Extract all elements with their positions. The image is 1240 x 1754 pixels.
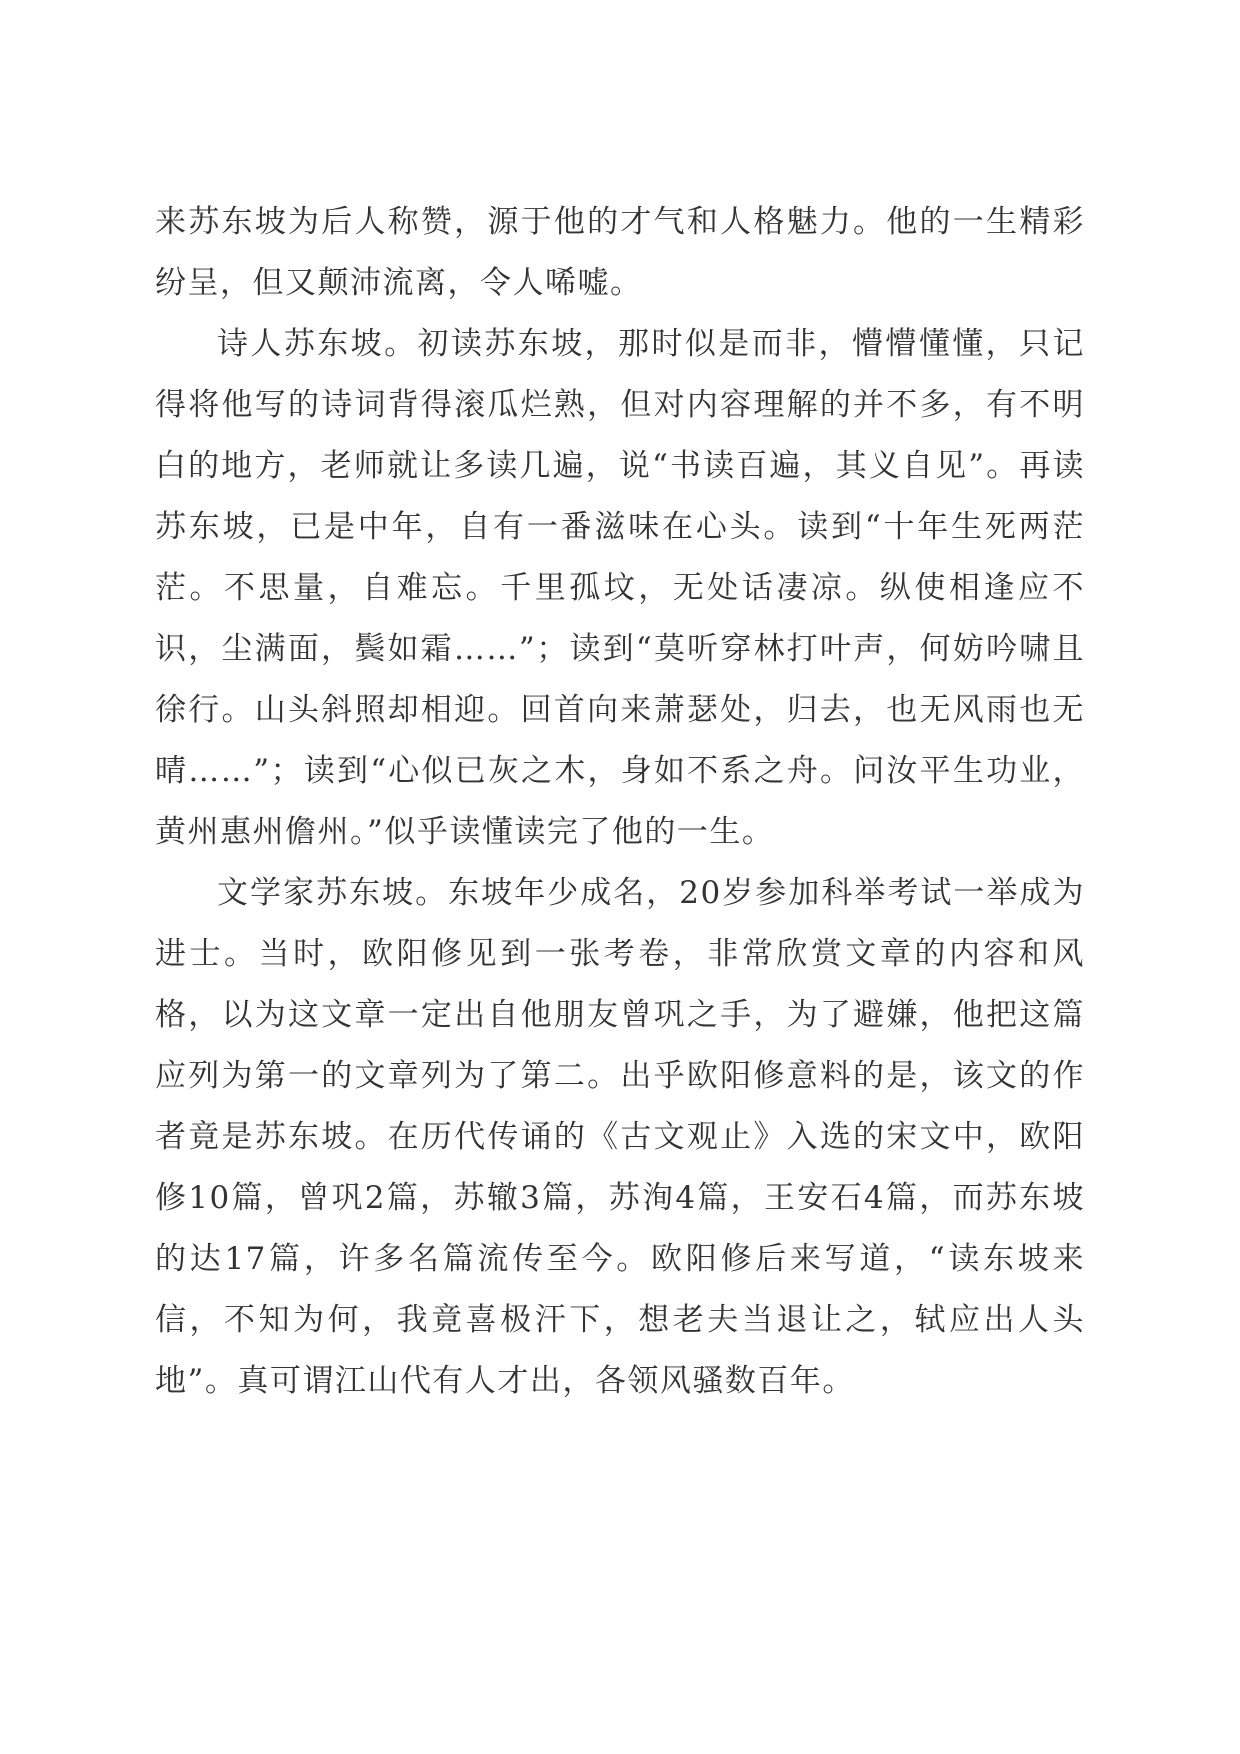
body-text [155, 192, 1085, 1412]
paragraph-writer-su-dongpo: 文学家苏东坡。东坡年少成名，20岁参加科举考试一举成为进士。当时，欧阳修见到一张考卷，非常欣赏文章的内容和风格，以为这文章一定出自他朋友曾巩之手，为了避嫌，他把这篇应列为第一的文章列为了第二。出乎欧阳修意料的是，该文的作者竟是苏东坡。在历代传诵的《古文观止》入选的宋文中，欧阳修10篇，曾巩2篇，苏辙3篇，苏洵4篇，王安石4篇，而苏东坡的达17篇，许多名篇流传至今。欧阳修后来写道，“读东坡来信，不知为何，我竟喜极汗下，想老夫当退让之，轼应出人头地”。真可谓江山代有人才出，各领风骚数百年。 [155, 875, 1085, 1399]
paragraph-continuation: 来苏东坡为后人称赞，源于他的才气和人格魅力。他的一生精彩纷呈，但又颠沛流离，令人唏嘘。 [155, 204, 1085, 301]
paragraph-poet-su-dongpo: 诗人苏东坡。初读苏东坡，那时似是而非，懵懵懂懂，只记得将他写的诗词背得滚瓜烂熟，但对内容理解的并不多，有不明白的地方，老师就让多读几遍，说“书读百遍，其义自见”。再读苏东坡，已是中年，自有一番滋味在心头。读到“十年生死两茫茫。不思量，自难忘。千里孤坟，无处话凄凉。纵使相逢应不识，尘满面，鬓如霜……”；读到“莫听穿林打叶声，何妨吟啸且徐行。山头斜照却相迎。回首向来萧瑟处，归去，也无风雨也无晴……”；读到“心似已灰之木，身如不系之舟。问汝平生功业，黄州惠州儋州。”似乎读懂读完了他的一生。 [155, 326, 1085, 850]
